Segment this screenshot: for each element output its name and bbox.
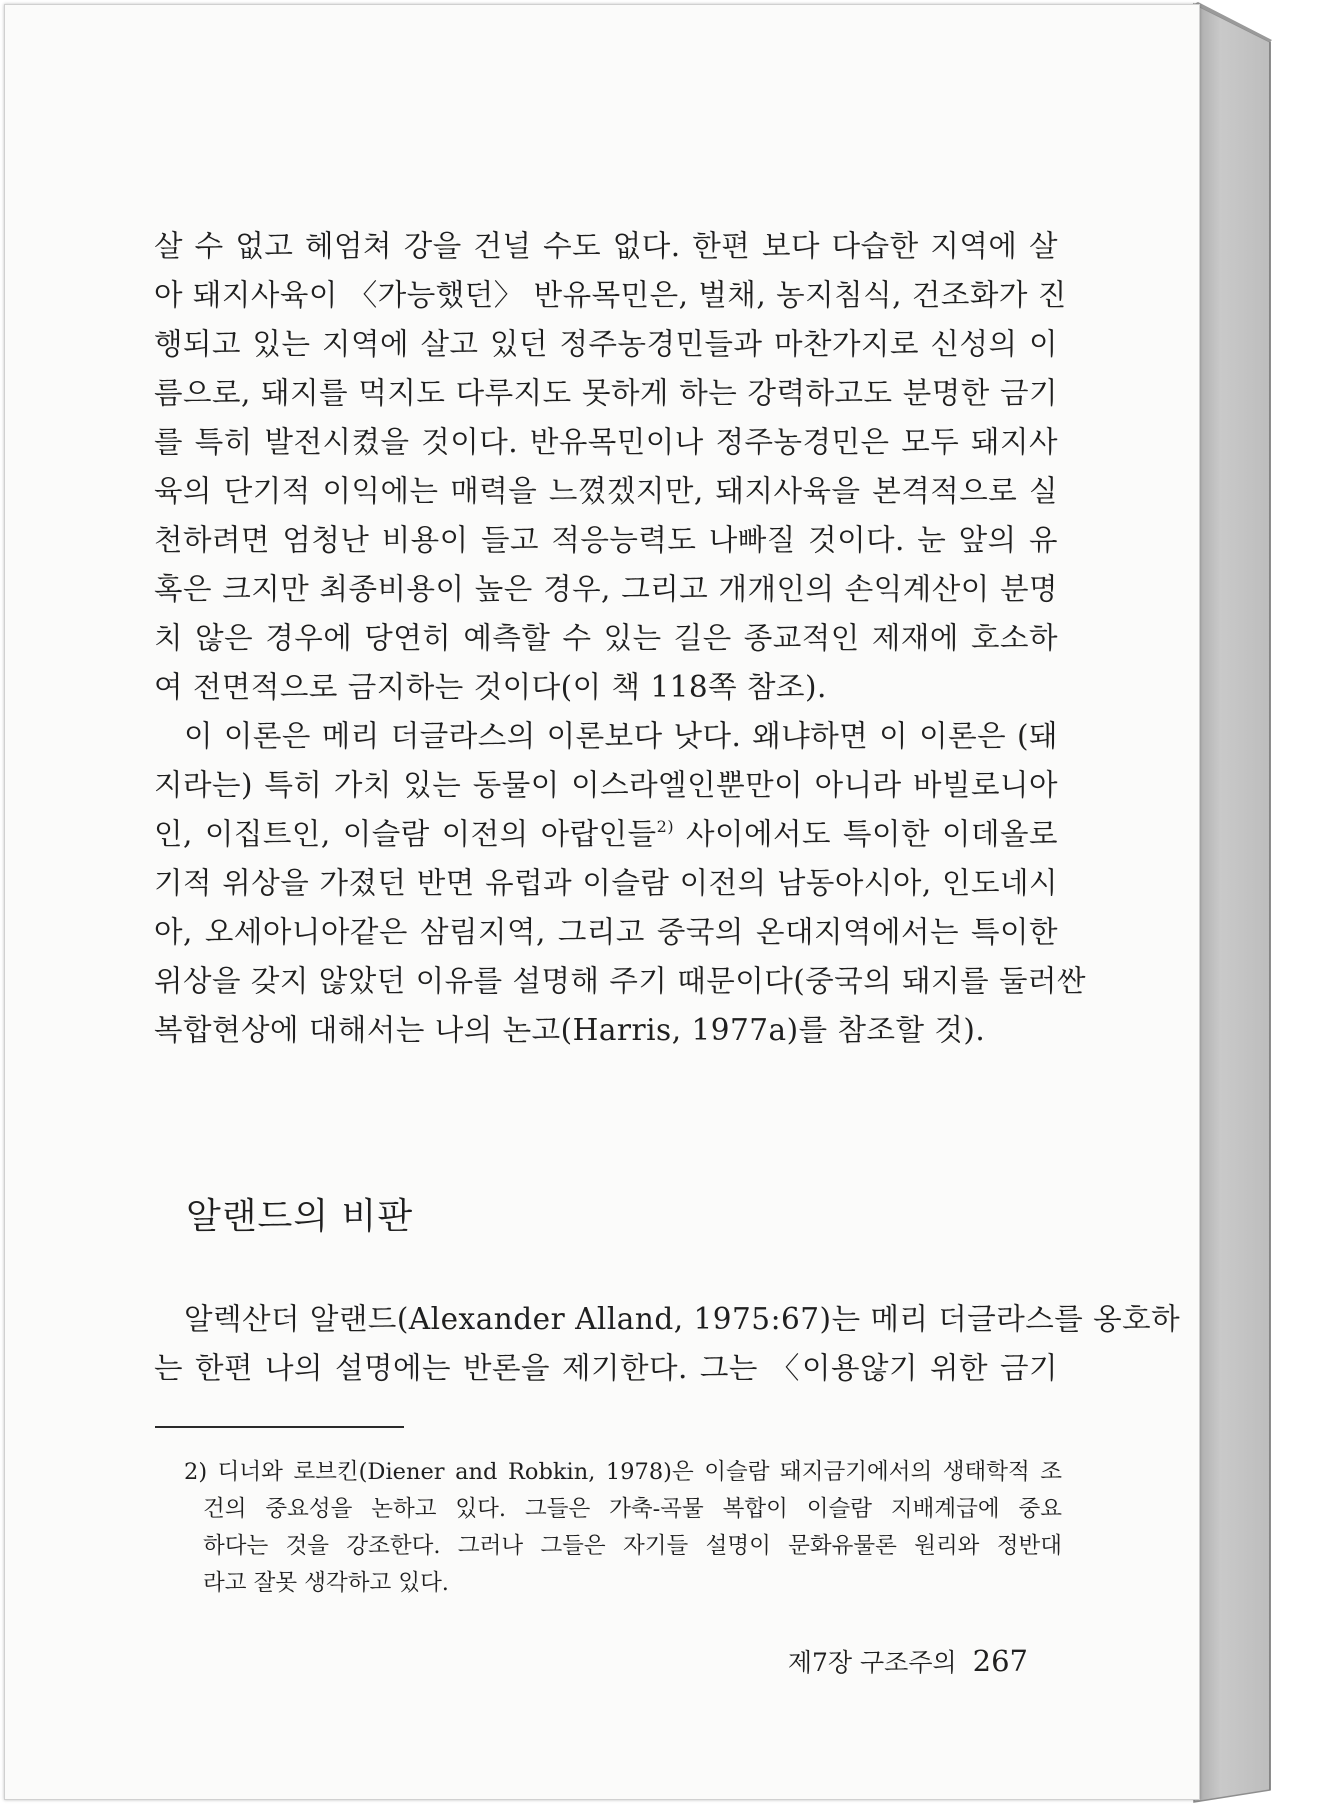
section-heading: 알랜드의 비판	[186, 1196, 414, 1237]
body-line: 이 이론은 메리 더글라스의 이론보다 낫다. 왜냐하면 이 이론은 (돼	[184, 719, 1058, 753]
footnote-line: 하다는 것을 강조한다. 그러나 그들은 자기들 설명이 문화유물론 원리와 정반대	[203, 1533, 1062, 1559]
page-number: 267	[972, 1644, 1028, 1678]
body-line: 복합현상에 대해서는 나의 논고(Harris, 1977a)를 참조할 것).	[154, 1013, 986, 1047]
footnote-line: 건의 중요성을 논하고 있다. 그들은 가축-곡물 복합이 이슬람 지배계급에 중요	[203, 1496, 1062, 1522]
body-line: 치 않은 경우에 당연히 예측할 수 있는 길은 종교적인 제재에 호소하	[154, 621, 1058, 655]
body-line: 위상을 갖지 않았던 이유를 설명해 주기 때문이다(중국의 돼지를 둘러싼	[154, 964, 1086, 998]
body-line: 아, 오세아니아같은 삼림지역, 그리고 중국의 온대지역에서는 특이한	[154, 915, 1058, 949]
footnote-reference-mark[interactable]: 2)	[656, 817, 675, 836]
body-line: 를 특히 발전시켰을 것이다. 반유목민이나 정주농경민은 모두 돼지사	[154, 425, 1058, 459]
footnote-divider	[155, 1426, 404, 1428]
section-line: 는 한편 나의 설명에는 반론을 제기한다. 그는 〈이용않기 위한 금기	[154, 1351, 1058, 1385]
body-line: 살 수 없고 헤엄쳐 강을 건널 수도 없다. 한편 보다 다습한 지역에 살	[154, 229, 1058, 263]
body-line: 행되고 있는 지역에 살고 있던 정주농경민들과 마찬가지로 신성의 이	[154, 327, 1058, 361]
chapter-title: 제7장 구조주의	[787, 1648, 957, 1677]
body-line: 여 전면적으로 금지하는 것이다(이 책 118쪽 참조).	[154, 670, 827, 704]
section-line: 알렉산더 알랜드(Alexander Alland, 1975:67)는 메리 더글라스를 옹호하	[184, 1302, 1181, 1336]
body-line: 지라는) 특히 가치 있는 동물이 이스라엘인뿐만이 아니라 바빌로니아	[154, 768, 1058, 802]
body-line: 기적 위상을 가졌던 반면 유럽과 이슬람 이전의 남동아시아, 인도네시	[154, 866, 1058, 900]
footnote-line: 2) 디너와 로브킨(Diener and Robkin, 1978)은 이슬람 돼지금기에서의 생태학적 조	[184, 1459, 1062, 1485]
body-line-tail: 사이에서도 특이한 이데올로	[674, 817, 1058, 851]
body-line-with-footnote	[154, 810, 1058, 859]
body-text	[154, 222, 1086, 1055]
body-line: 천하려면 엄청난 비용이 들고 적응능력도 나빠질 것이다. 눈 앞의 유	[154, 523, 1058, 557]
footnote-line: 라고 잘못 생각하고 있다.	[203, 1570, 449, 1596]
running-footer	[788, 1641, 1028, 1683]
body-line: 육의 단기적 이익에는 매력을 느꼈겠지만, 돼지사육을 본격적으로 실	[154, 474, 1058, 508]
body-line-head: 인, 이집트인, 이슬람 이전의 아랍인들	[154, 817, 657, 851]
body-line: 아 돼지사육이 〈가능했던〉 반유목민은, 벌채, 농지침식, 건조화가 진	[154, 278, 1067, 312]
body-line: 름으로, 돼지를 먹지도 다루지도 못하게 하는 강력하고도 분명한 금기	[154, 376, 1058, 410]
body-line: 혹은 크지만 최종비용이 높은 경우, 그리고 개개인의 손익계산이 분명	[154, 572, 1058, 606]
book-edge-3d	[1190, 0, 1333, 1806]
section-body-text	[154, 1295, 1181, 1393]
footnotes	[184, 1454, 1062, 1602]
